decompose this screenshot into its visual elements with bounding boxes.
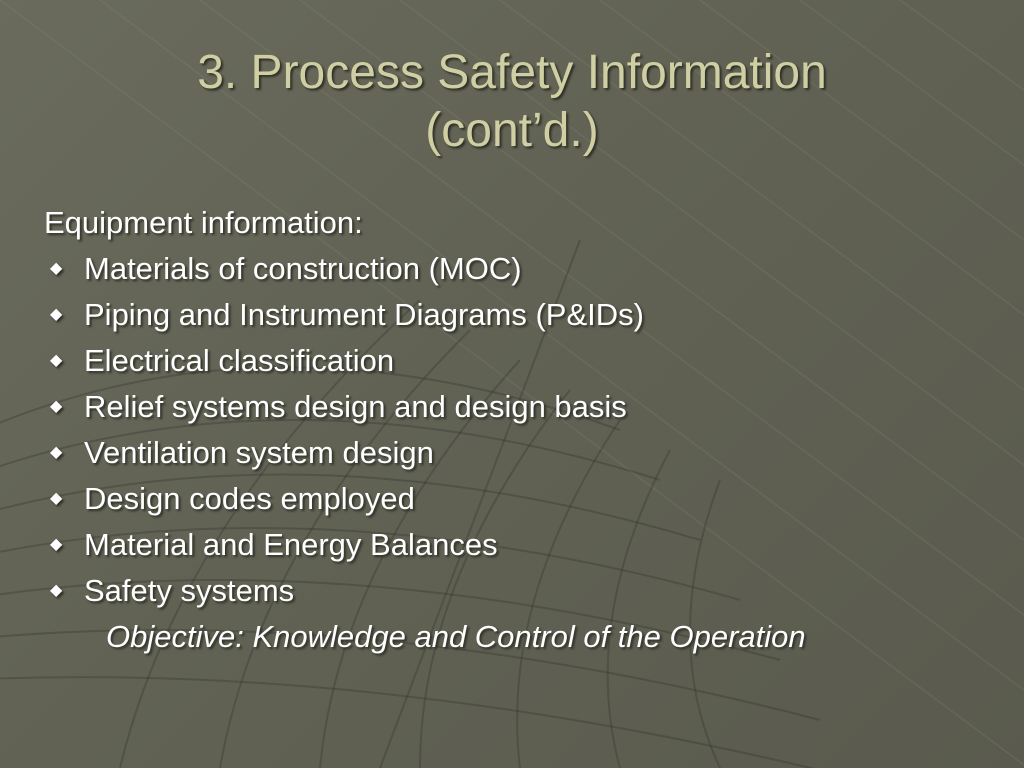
section-heading: Equipment information:	[44, 205, 363, 240]
list-item-text: Safety systems	[84, 573, 295, 608]
diamond-bullet-icon: ◆	[50, 444, 63, 461]
list-item-text: Ventilation system design	[84, 435, 434, 470]
list-item-text: Relief systems design and design basis	[84, 389, 627, 424]
list-item	[44, 292, 984, 338]
diamond-bullet-icon: ◆	[50, 536, 63, 553]
diamond-bullet-icon: ◆	[50, 306, 63, 323]
diamond-bullet-icon: ◆	[50, 260, 63, 277]
slide-title	[0, 44, 1024, 160]
objective-text: Objective: Knowledge and Control of the Operation	[106, 619, 806, 654]
list-item	[44, 338, 984, 384]
diamond-bullet-icon: ◆	[50, 352, 63, 369]
slide-title-line-2: (cont’d.)	[425, 104, 599, 157]
list-item	[44, 430, 984, 476]
list-item-text: Material and Energy Balances	[84, 527, 498, 562]
list-item	[44, 384, 984, 430]
diamond-bullet-icon: ◆	[50, 490, 63, 507]
list-item	[44, 522, 984, 568]
slide-content	[44, 200, 984, 660]
list-item-text: Materials of construction (MOC)	[84, 251, 522, 286]
list-item-text: Electrical classification	[84, 343, 395, 378]
list-item-text: Piping and Instrument Diagrams (P&IDs)	[84, 297, 644, 332]
diamond-bullet-icon: ◆	[50, 582, 63, 599]
slide-title-line-1: 3. Process Safety Information	[197, 46, 827, 99]
list-item	[44, 476, 984, 522]
diamond-bullet-icon: ◆	[50, 398, 63, 415]
bullet-list	[44, 246, 984, 614]
list-item	[44, 568, 984, 614]
list-item	[44, 246, 984, 292]
list-item-text: Design codes employed	[84, 481, 415, 516]
